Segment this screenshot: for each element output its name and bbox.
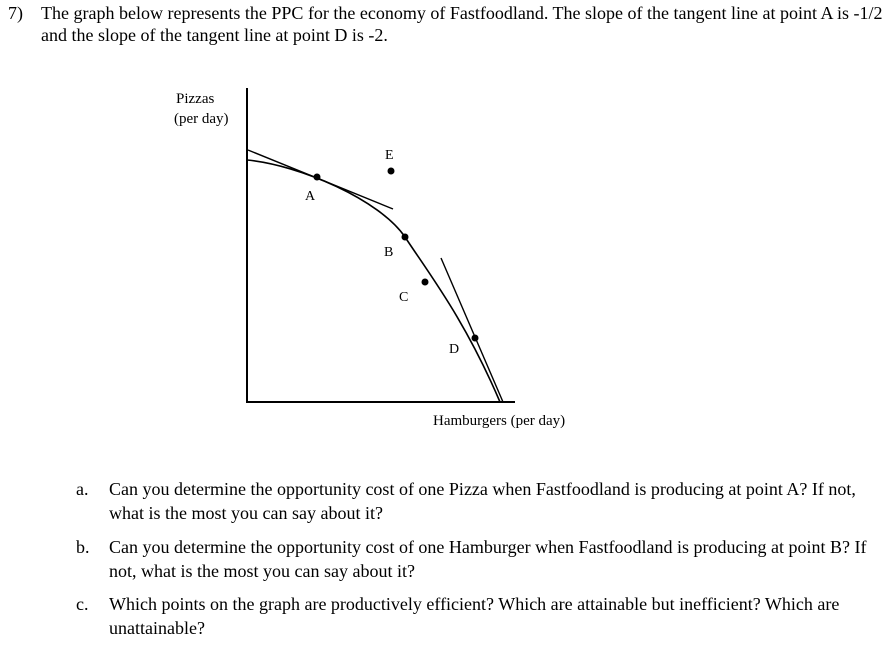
question-text: The graph below represents the PPC for the economy of Fastfoodland. The slope of the tangent line at point A is -1/2 and the slope of the tangent line at point D is -2.	[41, 3, 883, 45]
point-d-marker	[472, 335, 479, 342]
subquestion-c-text: Which points on the graph are productively efficient? Which are attainable but inefficient? Which are unattainable?	[109, 594, 840, 638]
point-a-label: A	[305, 189, 316, 204]
tangent-line-a	[248, 150, 393, 209]
point-e-marker	[388, 168, 395, 175]
point-d-label: D	[449, 342, 460, 357]
subquestion-a-text: Can you determine the opportunity cost of one Pizza when Fastfoodland is producing at point A? If not, what is the most you can say about it?	[109, 479, 856, 523]
subquestion-b-text: Can you determine the opportunity cost of one Hamburger when Fastfoodland is producing at point B? If not, what is the most you can say about it?	[109, 537, 867, 581]
y-axis-label-line2: (per day)	[174, 111, 229, 127]
y-axis-label-line1: Pizzas	[176, 91, 215, 107]
point-b-marker	[402, 234, 409, 241]
subquestion-a-letter: a.	[76, 479, 89, 499]
ppc-curve	[247, 160, 500, 402]
point-c-marker	[422, 279, 429, 286]
subquestion-c-letter: c.	[76, 594, 89, 614]
question-number: 7)	[8, 3, 23, 23]
subquestion-b-letter: b.	[76, 537, 90, 557]
point-b-label: B	[384, 245, 394, 260]
x-axis-label: Hamburgers (per day)	[433, 413, 566, 429]
point-c-label: C	[399, 290, 409, 305]
point-e-label: E	[385, 148, 394, 163]
point-a-marker	[314, 174, 321, 181]
tangent-line-d	[441, 258, 503, 402]
